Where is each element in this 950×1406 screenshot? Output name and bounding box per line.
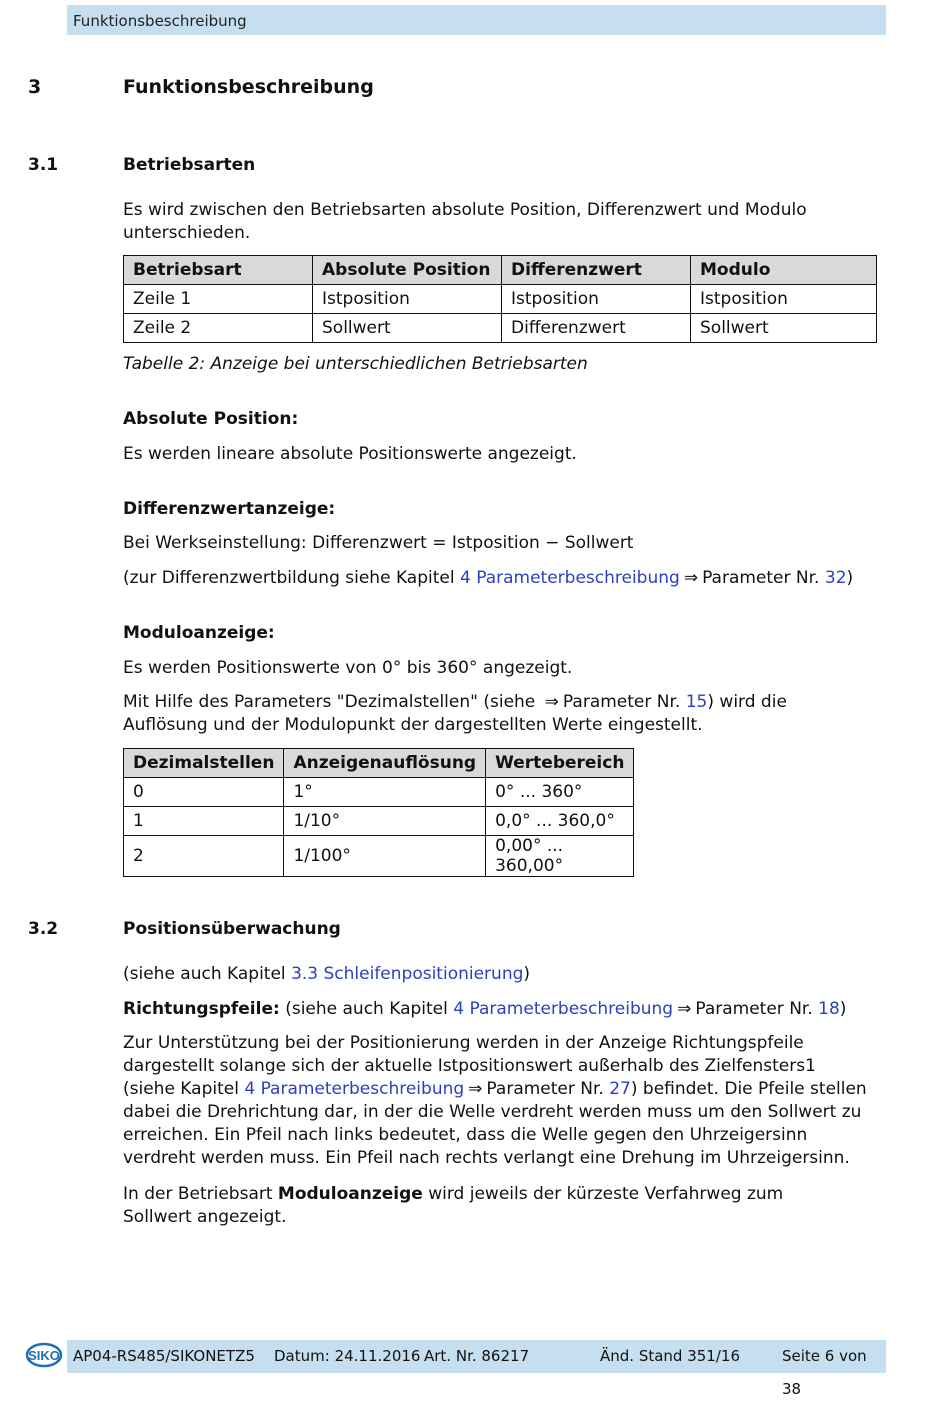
chapter-link[interactable]: 4 Parameterbeschreibung	[244, 1079, 465, 1099]
table-cell: Differenzwert	[502, 314, 691, 343]
paragraph-text: Zur Unterstützung bei der Positionierung werden in der Anzeige Richtungspfeile dargestellt solange sich der aktuelle Istpositionswert außerhalb des Zielfensters1 (siehe Kapitel	[123, 1033, 816, 1099]
subsection-title: Betriebsarten	[123, 155, 256, 175]
subsection-number: 3.2	[28, 919, 59, 939]
footer-article: Art. Nr. 86217	[424, 1347, 530, 1365]
intro-paragraph: Es wird zwischen den Betriebsarten absolute Position, Differenzwert und Modulo unterschieden.	[123, 200, 807, 243]
table-row	[124, 807, 634, 836]
reference-text: )	[523, 964, 531, 984]
table-cell: Istposition	[313, 285, 502, 314]
table-row	[124, 314, 877, 343]
double-right-arrow-icon: ⇒	[468, 1079, 483, 1099]
footer-product: AP04-RS485/SIKONETZ5	[73, 1347, 255, 1365]
subsection-number: 3.1	[28, 155, 59, 175]
footer-revision: Änd. Stand 351/16	[600, 1347, 740, 1365]
reference-text: Parameter Nr.	[695, 999, 819, 1019]
paragraph-text: wird jeweils der kürzeste Verfahrweg zum Sollwert angezeigt.	[123, 1184, 784, 1227]
modulo-help	[123, 691, 873, 737]
paragraph-text: In der Betriebsart	[123, 1184, 278, 1204]
table-header-cell: Dezimalstellen	[124, 749, 284, 778]
table-header-row	[124, 256, 877, 285]
reference-text: (siehe auch Kapitel	[123, 964, 292, 984]
difference-reference	[123, 567, 883, 590]
footer-page: Seite 6 von 38	[782, 1347, 867, 1398]
see-also-line	[123, 963, 883, 986]
table-header-cell: Absolute Position	[313, 256, 502, 285]
table-header-cell: Wertebereich	[486, 749, 634, 778]
header-title: Funktionsbeschreibung	[73, 12, 247, 30]
table-cell: 1/100°	[284, 836, 486, 877]
chapter-link[interactable]: 4 Parameterbeschreibung	[453, 999, 674, 1019]
page-header	[67, 5, 886, 35]
reference-text: Parameter Nr.	[702, 568, 825, 588]
table-cell: 1°	[284, 778, 486, 807]
parameter-link[interactable]: 32	[824, 568, 847, 588]
chapter-link[interactable]: 4 Parameterbeschreibung	[459, 568, 680, 588]
table-cell: 0,0° ... 360,0°	[486, 807, 634, 836]
modulo-heading: Moduloanzeige:	[123, 623, 275, 643]
table-cell: 0° ... 360°	[486, 778, 634, 807]
footer-date: Datum: 24.11.2016	[274, 1347, 421, 1365]
decimal-places-table	[123, 748, 634, 877]
table-cell: Zeile 1	[124, 285, 313, 314]
table-cell: Zeile 2	[124, 314, 313, 343]
reference-text: (zur Differenzwertbildung siehe Kapitel	[123, 568, 460, 588]
table-cell: Sollwert	[313, 314, 502, 343]
modulo-text: Es werden Positionswerte von 0° bis 360° angezeigt.	[123, 658, 573, 678]
subsection-title: Positionsüberwachung	[123, 919, 341, 939]
table-cell: Istposition	[502, 285, 691, 314]
table-header-cell: Anzeigenauflösung	[284, 749, 486, 778]
table-cell: 0,00° ... 360,00°	[486, 836, 634, 877]
paragraph-text: ) befindet. Die Pfeile stellen dabei die Drehrichtung dar, in der die Welle verdreht werden muss um den Sollwert zu erreichen. Ein Pfeil nach links bedeutet, dass die Welle gegen den Uhrzeigersinn verdreht werden muss. Ein Pfeil nach rechts verlangt eine Drehung im Uhrzeigersinn.	[123, 1079, 867, 1168]
operating-modes-table	[123, 255, 877, 343]
table-header-cell: Betriebsart	[124, 256, 313, 285]
table-cell: Sollwert	[691, 314, 877, 343]
table-cell: 2	[124, 836, 284, 877]
double-right-arrow-icon: ⇒	[683, 568, 699, 588]
reference-text: Mit Hilfe des Parameters "Dezimalstellen" (siehe	[123, 692, 541, 712]
double-right-arrow-icon: ⇒	[677, 999, 692, 1019]
parameter-link[interactable]: 15	[685, 692, 708, 712]
bold-term: Moduloanzeige	[277, 1184, 423, 1204]
table-header-cell: Differenzwert	[502, 256, 691, 285]
modulo-note-paragraph	[123, 1183, 823, 1229]
direction-arrows-paragraph	[123, 1032, 868, 1170]
reference-text: (siehe auch Kapitel	[279, 999, 454, 1019]
siko-logo	[25, 1342, 63, 1368]
table-caption: Tabelle 2: Anzeige bei unterschiedlichen Betriebsarten	[123, 354, 588, 374]
chapter-link[interactable]: 3.3 Schleifenpositionierung	[291, 964, 524, 984]
double-right-arrow-icon: ⇒	[544, 692, 559, 712]
parameter-link[interactable]: 27	[609, 1079, 631, 1099]
direction-arrows-label: Richtungspfeile:	[123, 999, 280, 1019]
reference-text: ) wird die Auflösung und der Modulopunkt der dargestellten Werte eingestellt.	[123, 692, 787, 735]
direction-arrows-line	[123, 998, 883, 1021]
table-header-row	[124, 749, 634, 778]
section-number: 3	[28, 76, 42, 98]
page-footer	[67, 1340, 886, 1398]
table-cell: 1	[124, 807, 284, 836]
reference-text: Parameter Nr.	[562, 692, 686, 712]
parameter-link[interactable]: 18	[818, 999, 840, 1019]
table-cell: Istposition	[691, 285, 877, 314]
section-title: Funktionsbeschreibung	[123, 76, 374, 98]
table-cell: 0	[124, 778, 284, 807]
difference-text: Bei Werkseinstellung: Differenzwert = Istposition − Sollwert	[123, 533, 634, 553]
reference-text: )	[846, 568, 854, 588]
absolute-position-text: Es werden lineare absolute Positionswerte angezeigt.	[123, 444, 577, 464]
paragraph-text: Parameter Nr.	[486, 1079, 610, 1099]
absolute-position-heading: Absolute Position:	[123, 409, 299, 429]
reference-text: )	[839, 999, 847, 1019]
table-row	[124, 285, 877, 314]
table-row	[124, 836, 634, 877]
table-row	[124, 778, 634, 807]
table-cell: 1/10°	[284, 807, 486, 836]
difference-heading: Differenzwertanzeige:	[123, 499, 336, 519]
table-header-cell: Modulo	[691, 256, 877, 285]
logo-text: SIKO	[28, 1348, 60, 1363]
